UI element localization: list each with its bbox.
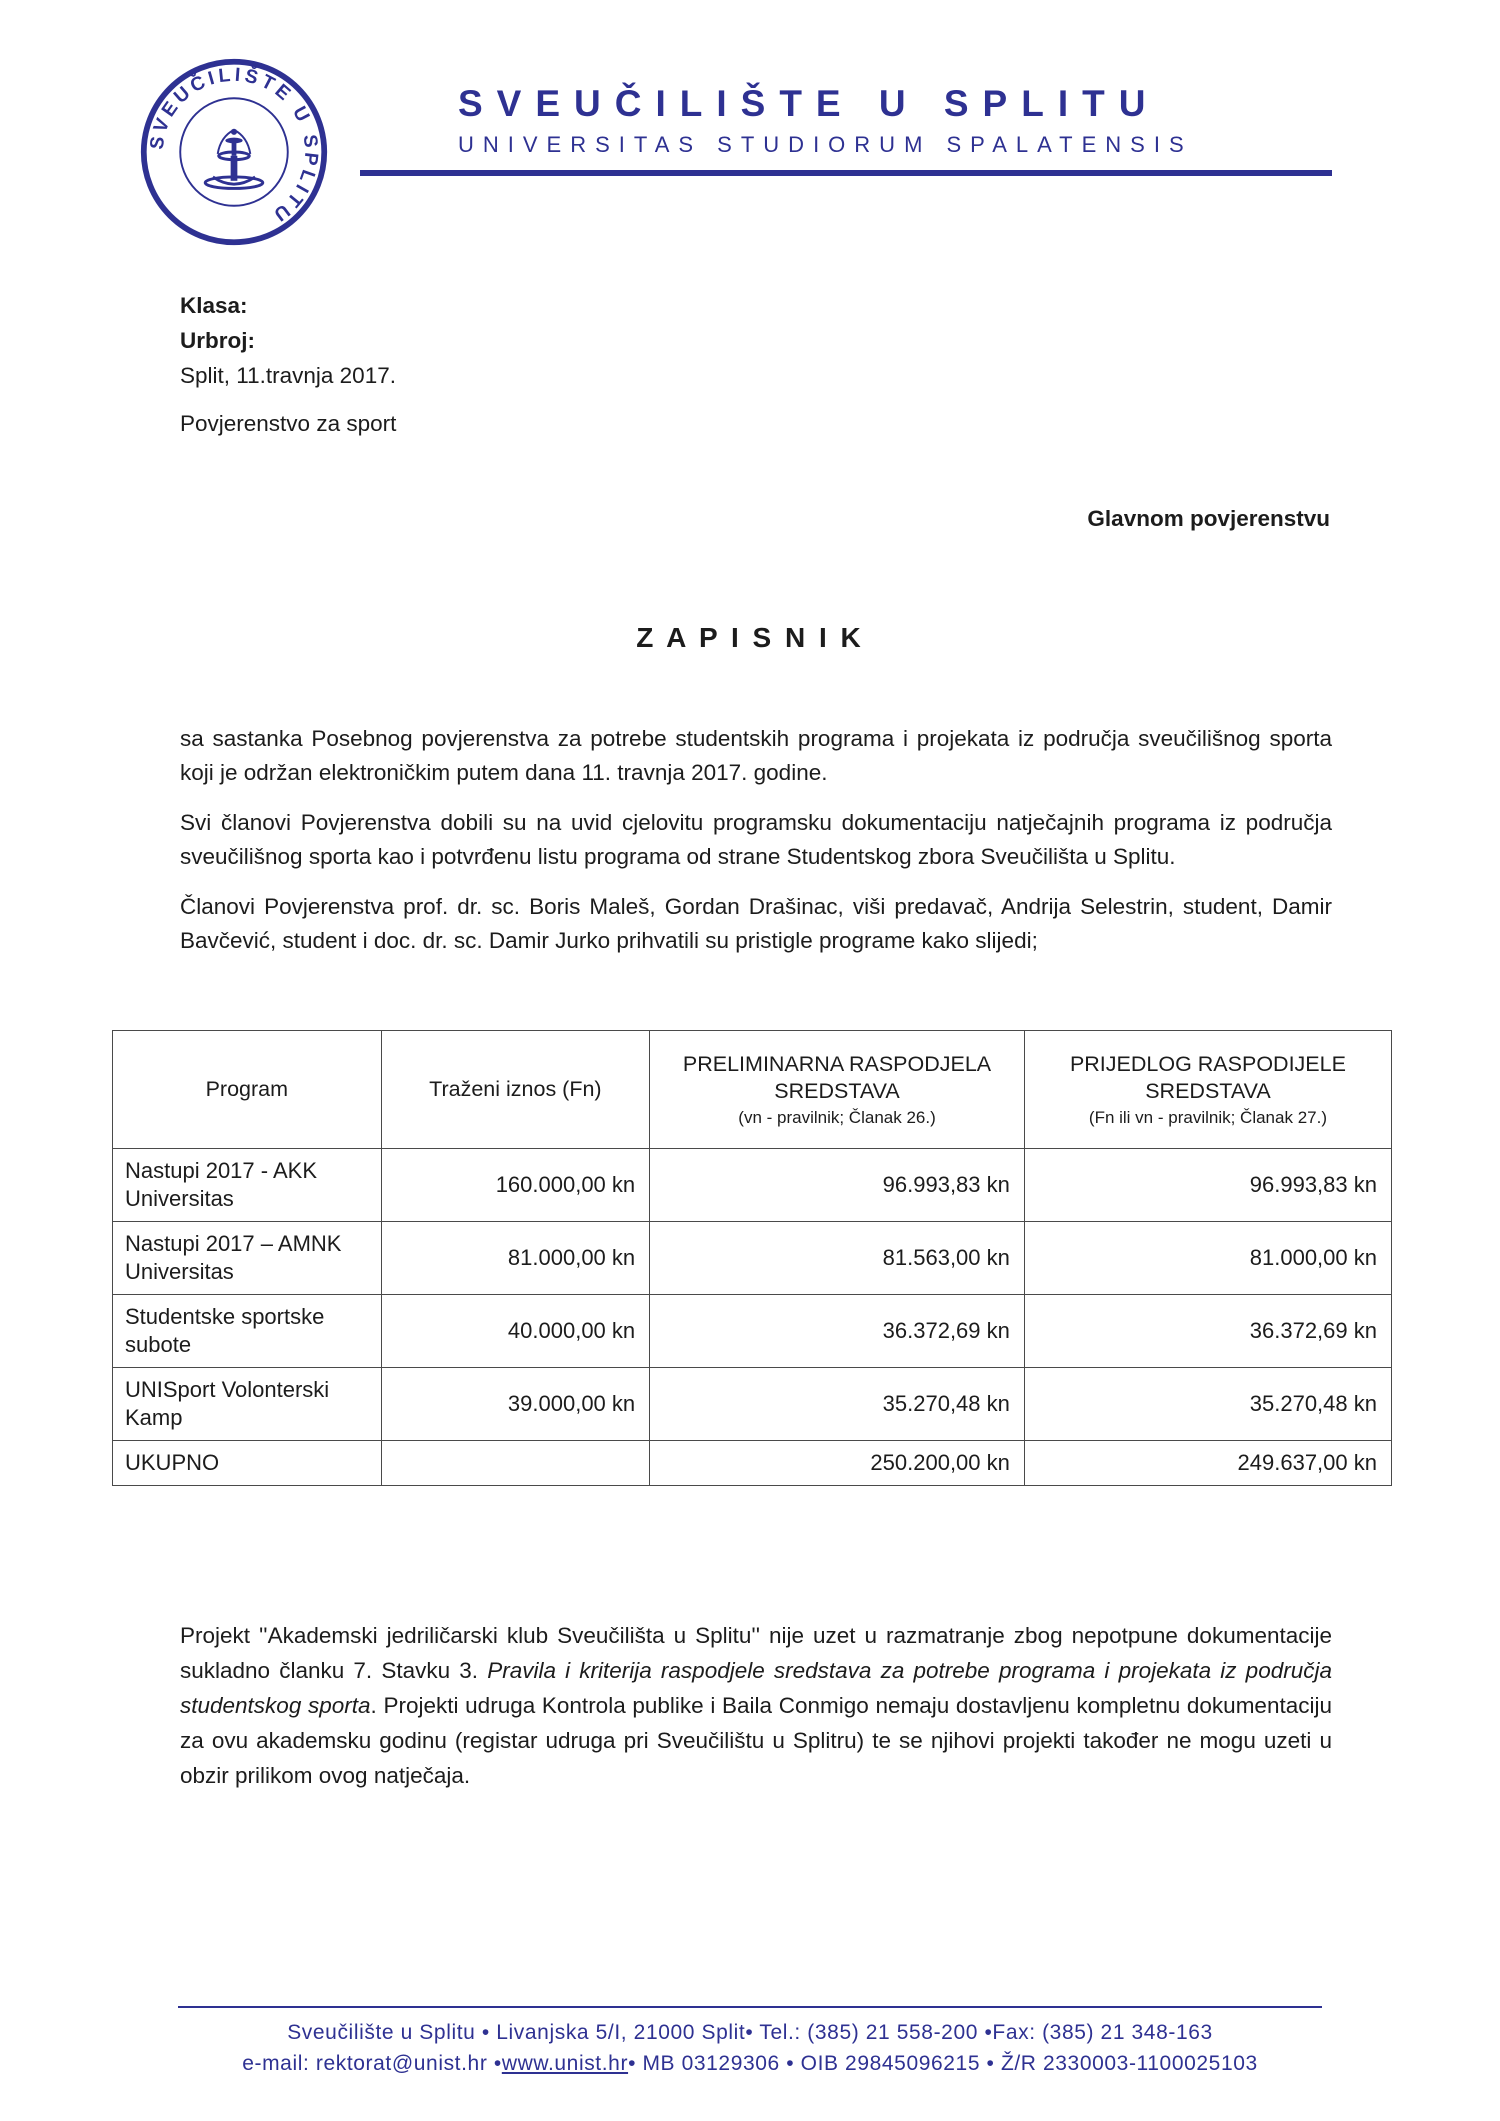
cell-program-total: UKUPNO (113, 1441, 382, 1486)
cell-prijedlog: 96.993,83 kn (1024, 1149, 1391, 1222)
seal-text: SVEUČILIŠTE U SPLITU (146, 64, 322, 227)
table-row (113, 1222, 1392, 1295)
urbroj-label: Urbroj: (180, 328, 255, 353)
funding-table (112, 1030, 1392, 1486)
website-link[interactable]: www.unist.hr (501, 2052, 629, 2075)
table-row (113, 1368, 1392, 1441)
closing-text-before: Projekt ''Akademski jedriličarski klub Sveučilišta u Splitu'' nije uzet u razmatranje zbog nepotpune dokumentacije sukladno članku 7. Stavku 3. (180, 1623, 1332, 1683)
col-header-preliminarna-note: (vn - pravilnik; Članak 26.) (738, 1108, 936, 1127)
col-header-preliminarna-title: PRELIMINARNA RASPODJELA SREDSTAVA (682, 1052, 992, 1103)
cell-program: Studentske sportske subote (113, 1295, 382, 1368)
col-header-program-label: Program (205, 1077, 289, 1101)
cell-trazeni-iznos: 40.000,00 kn (381, 1295, 650, 1368)
closing-text-after: . Projekti udruga Kontrola publike i Baila Conmigo nemaju dostavljenu kompletnu dokumentaciju za ovu akademsku godinu (registar udruga pri Sveučilištu u Splitru) te se njihovi projekti također ne mogu uzeti u obzir prilikom ovog natječaja. (180, 1693, 1332, 1788)
footer-registry-ids: • MB 03129306 • OIB 29845096215 • Ž/R 2330003-1100025103 (628, 2052, 1258, 2075)
cell-prijedlog: 35.270,48 kn (1024, 1368, 1391, 1441)
paragraph-intro: sa sastanka Posebnog povjerenstva za potrebe studentskih programa i projekata iz područja sveučilišnog sporta koji je održan elektroničkim putem dana 11. travnja 2017. godine. (180, 726, 1332, 785)
letterhead (458, 84, 1193, 158)
col-header-prijedlog-note: (Fn ili vn - pravilnik; Članak 27.) (1088, 1108, 1327, 1127)
university-seal-logo (138, 56, 330, 248)
table-row (113, 1149, 1392, 1222)
col-header-preliminarna (650, 1031, 1025, 1149)
cell-preliminarna: 96.993,83 kn (650, 1149, 1025, 1222)
col-header-trazeni-label: Traženi iznos (Fn) (429, 1077, 602, 1101)
cell-program: Nastupi 2017 – AMNK Universitas (113, 1222, 382, 1295)
university-latin-name: UNIVERSITAS STUDIORUM SPALATENSIS (458, 131, 1193, 157)
cell-program: Nastupi 2017 - AKK Universitas (113, 1149, 382, 1222)
document-title: Z A P I S N I K (636, 622, 864, 653)
footer-info-line (178, 2048, 1322, 2079)
body-paragraphs (180, 722, 1332, 958)
cell-trazeni-iznos: 39.000,00 kn (381, 1368, 650, 1441)
document-meta (180, 288, 396, 441)
paragraph-members: Članovi Povjerenstva prof. dr. sc. Boris Maleš, Gordan Drašinac, viši predavač, Andrija Selestrin, student, Damir Bavčević, student i doc. dr. sc. Damir Jurko prihvatili su pristigle programe kako slijedi; (180, 894, 1332, 953)
place-date: Split, 11.travnja 2017. (180, 363, 396, 388)
university-name: SVEUČILIŠTE U SPLITU (458, 83, 1160, 124)
cell-trazeni-iznos: 81.000,00 kn (381, 1222, 650, 1295)
col-header-program (113, 1031, 382, 1149)
closing-italic-rulebook-title: Pravila i kriterija raspodjele sredstava za potrebe programa i projekata iz područja studentskog sporta (180, 1658, 1332, 1718)
paragraph-documentation: Svi članovi Povjerenstva dobili su na uvid cjelovitu programsku dokumentaciju natječajnih programa iz područja sveučilišnog sporta kao i potvrđenu listu programa od strane Studentskog zbora Sveučilišta u Splitu. (180, 810, 1332, 869)
cell-trazeni-iznos (381, 1441, 650, 1486)
page-footer (178, 2006, 1322, 2079)
table-row (113, 1295, 1392, 1368)
footer-email-text: e-mail: rektorat@unist.hr • (242, 2052, 502, 2075)
table-header-row (113, 1031, 1392, 1149)
closing-paragraph (180, 1618, 1332, 1793)
cell-prijedlog-total: 249.637,00 kn (1024, 1441, 1391, 1486)
col-header-prijedlog (1024, 1031, 1391, 1149)
col-header-trazeni-iznos (381, 1031, 650, 1149)
letterhead-divider (360, 170, 1332, 176)
cell-program: UNISport Volonterski Kamp (113, 1368, 382, 1441)
footer-contact-line: Sveučilište u Splitu • Livanjska 5/I, 21000 Split• Tel.: (385) 21 558-200 •Fax: (385) 21 348-163 (287, 2021, 1213, 2044)
cell-prijedlog: 36.372,69 kn (1024, 1295, 1391, 1368)
cell-prijedlog: 81.000,00 kn (1024, 1222, 1391, 1295)
col-header-prijedlog-title: PRIJEDLOG RASPODIJELE SREDSTAVA (1069, 1052, 1346, 1103)
footer-divider (178, 2006, 1322, 2008)
cell-preliminarna: 81.563,00 kn (650, 1222, 1025, 1295)
cell-preliminarna: 35.270,48 kn (650, 1368, 1025, 1441)
committee-name: Povjerenstvo za sport (180, 411, 397, 436)
klasa-label: Klasa: (180, 293, 248, 318)
cell-preliminarna: 36.372,69 kn (650, 1295, 1025, 1368)
fountain-icon (205, 129, 263, 189)
cell-preliminarna-total: 250.200,00 kn (650, 1441, 1025, 1486)
table-row-total (113, 1441, 1392, 1486)
addressee: Glavnom povjerenstvu (1087, 506, 1330, 531)
cell-trazeni-iznos: 160.000,00 kn (381, 1149, 650, 1222)
